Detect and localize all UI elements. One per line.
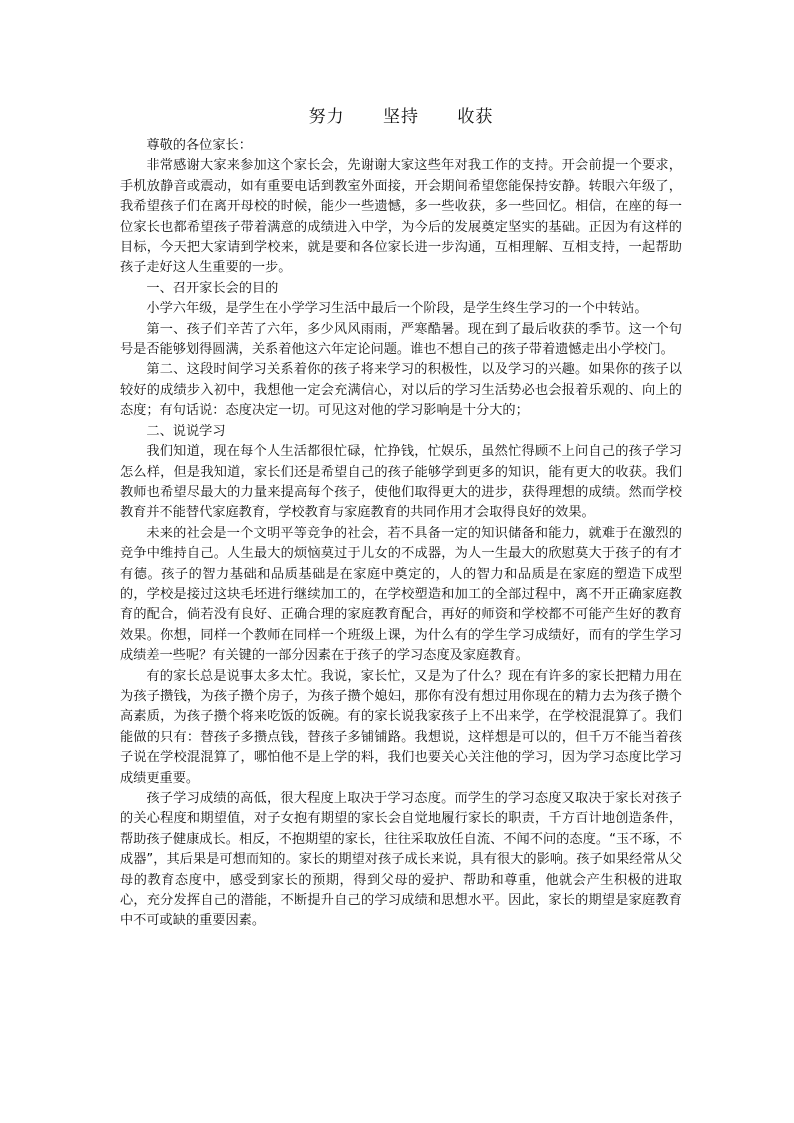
title-part-persist: 坚持 [383,107,419,127]
section2-paragraph-2: 未来的社会是一个文明平等竞争的社会，若不具备一定的知识储备和能力，就难于在激烈的竞争中维持自己。人生最大的烦恼莫过于儿女的不成器，为人一生最大的欣慰莫大于孩子的有才有德。孩子的智力基础和品质基础是在家庭中奠定的，人的智力和品质是在家庭的塑造下成型的，学校是接过这块毛坯进行继续加工的，在学校塑造和加工的全部过程中，离不开正确家庭教育的配合，倘若没有良好、正确合理的家庭教育配合，再好的师资和学校都不可能产生好的教育效果。你想，同样一个教师在同样一个班级上课，为什么有的学生学习成绩好，而有的学生学习成绩差一些呢？有关键的一部分因素在于孩子的学习态度及家庭教育。 [120,525,682,664]
title-part-harvest: 收获 [457,107,494,127]
title-part-effort: 努力 [308,107,345,127]
intro-paragraph: 非常感谢大家来参加这个家长会，先谢谢大家这些年对我工作的支持。开会前提一个要求，手机放静音或震动，如有重要电话到教室外面接，开会期间希望您能保持安静。转眼六年级了，我希望孩子们在离开母校的时候，能少一些遗憾，多一些收获，多一些回忆。相信，在座的每一位家长也都希望孩子带着满意的成绩进入中学，为今后的发展奠定坚实的基础。正因为有这样的目标，今天把大家请到学校来，就是要和各位家长进一步沟通，互相理解、互相支持，一起帮助孩子走好这人生重要的一步。 [120,158,682,276]
section1-paragraph-1: 小学六年级，是学生在小学学习生活中最后一个阶段，是学生终生学习的一个中转站。 [146,301,648,317]
section2-paragraph-3: 有的家长总是说事太多太忙。我说，家长忙，又是为了什么？现在有许多的家长把精力用在为孩子攒钱，为孩子攒个房子，为孩子攒个媳妇，那你有没有想过用你现在的精力去为孩子攒个高素质，为孩子攒个将来吃饭的饭碗。有的家长说我家孩子上不出来学，在学校混混算了。我们能做的只有：替孩子多攒点钱，替孩子多铺铺路。我想说，这样想是可以的，但千万不能当着孩子说在学校混混算了，哪怕他不是上学的料，我们也要关心关注他的学习，因为学习态度比学习成绩更重要。 [120,668,682,786]
salutation: 尊敬的各位家长： [146,138,252,153]
section1-heading: 一、召开家长会的目的 [146,280,279,296]
section2-paragraph-1: 我们知道，现在每个人生活都很忙碌，忙挣钱，忙娱乐，虽然忙得顾不上问自己的孩子学习怎么样，但是我知道，家长们还是希望自己的孩子能够学到更多的知识，能有更大的收获。我们教师也希望尽最大的力量来提高每个孩子，使他们取得更大的进步，获得理想的成绩。然而学校教育并不能替代家庭教育，学校教育与家庭教育的共同作用才会取得良好的效果。 [120,444,682,521]
section1-paragraph-3: 第二、这段时间学习关系着你的孩子将来学习的积极性，以及学习的兴趣。如果你的孩子以较好的成绩步入初中，我想他一定会充满信心，对以后的学习生活势必也会报着乐观的、向上的态度；有句话说：态度决定一切。可见这对他的学习影响是十分大的； [120,362,682,419]
section2-paragraph-4: 孩子学习成绩的高低，很大程度上取决于学习态度。而学生的学习态度又取决于家长对孩子的关心程度和期望值，对子女抱有期望的家长会自觉地履行家长的职责，千方百计地创造条件，帮助孩子健康成长。相反，不抱期望的家长，往往采取放任自流、不闻不问的态度。“玉不琢，不成器”，其后果是可想而知的。家长的期望对孩子成长来说，具有很大的影响。孩子如果经常从父母的教育态度中，感受到家长的预期，得到父母的爱护、帮助和尊重，他就会产生积极的进取心，充分发挥自己的潜能，不断提升自己的学习成绩和思想水平。因此，家长的期望是家庭教育中不可或缺的重要因素。 [120,791,682,929]
section2-heading: 二、说说学习 [146,423,226,439]
document-page [120,104,682,932]
section1-paragraph-2: 第一、孩子们辛苦了六年，多少风风雨雨，严寒酷暑。现在到了最后收获的季节。这一个句号是否能够划得圆满，关系着他这六年定论问题。谁也不想自己的孩子带着遗憾走出小学校门。 [120,321,682,358]
document-title [120,104,682,130]
